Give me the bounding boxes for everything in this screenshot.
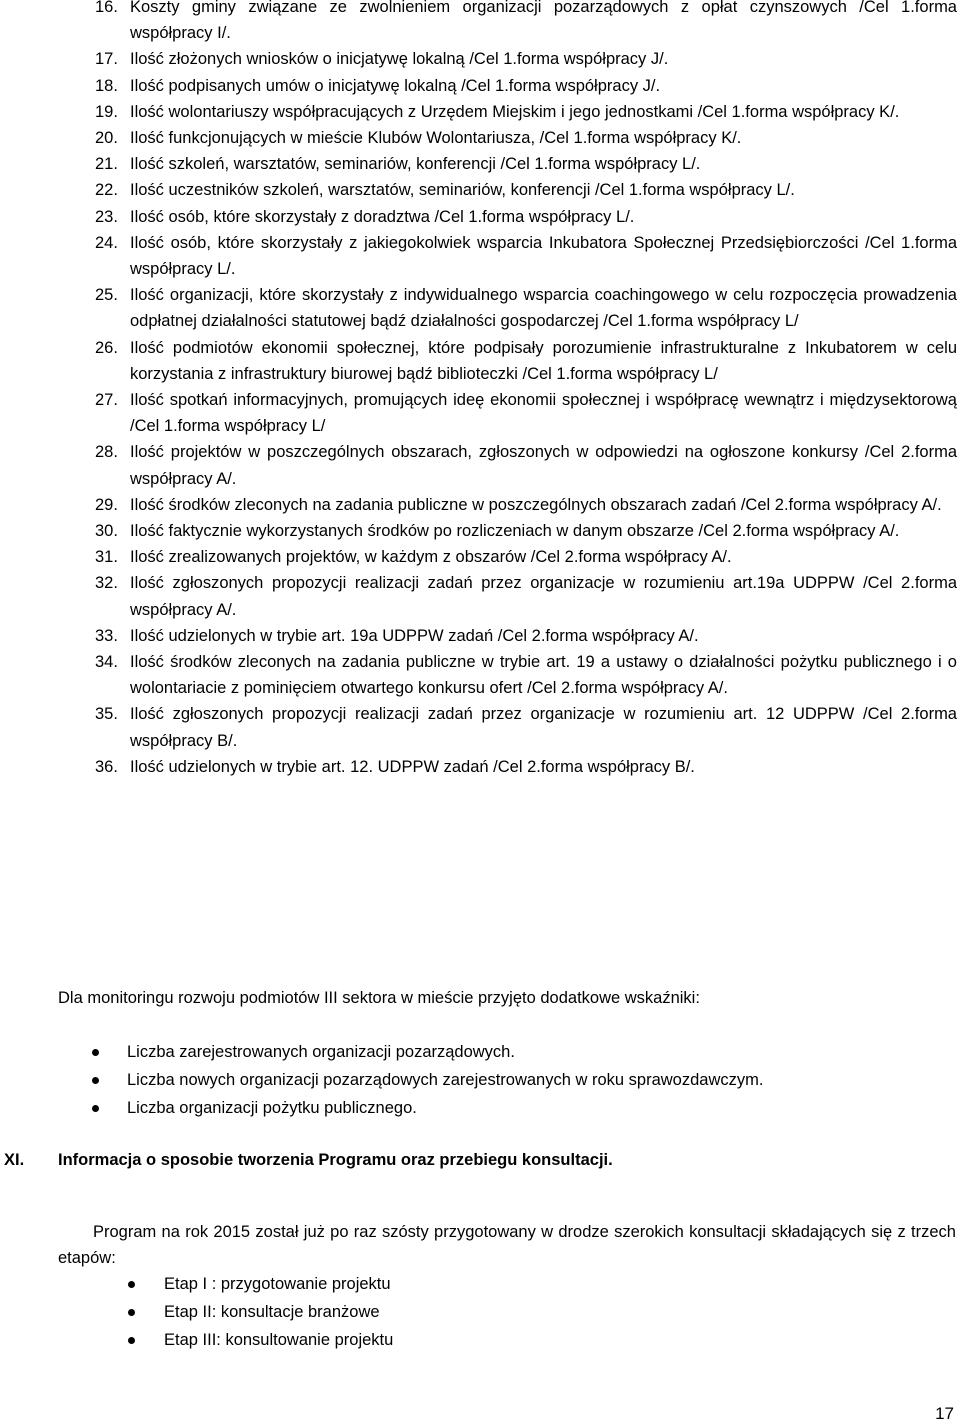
item-number: 20.	[95, 129, 118, 148]
list-item	[95, 387, 957, 439]
item-number: 30.	[95, 522, 118, 541]
item-number: 21.	[95, 155, 118, 174]
list-item	[95, 151, 957, 177]
item-number: 34.	[95, 653, 118, 672]
item-text: Ilość spotkań informacyjnych, promujących ideę ekonomii społecznej i współpracę wewnątrz i międzysektorową /Cel 1.forma współpracy L/	[130, 391, 957, 436]
section-heading	[4, 1148, 904, 1172]
item-text: Ilość uczestników szkoleń, warsztatów, seminariów, konferencji /Cel 1.forma współpracy L/.	[130, 181, 795, 200]
list-item	[95, 492, 957, 518]
bullet-item	[128, 1326, 828, 1354]
item-text: Ilość funkcjonujących w mieście Klubów Wolontariusza, /Cel 1.forma współpracy K/.	[130, 129, 742, 148]
list-item	[95, 73, 957, 99]
list-item	[95, 518, 957, 544]
list-item	[95, 125, 957, 151]
item-number: 27.	[95, 391, 118, 410]
list-item	[95, 439, 957, 491]
stage-bullet-list	[128, 1270, 828, 1354]
list-item	[95, 282, 957, 334]
item-text: Ilość wolontariuszy współpracujących z Urzędem Miejskim i jego jednostkami /Cel 1.forma współpracy K/.	[130, 102, 900, 121]
list-item	[95, 335, 957, 387]
item-text: Ilość środków zleconych na zadania publiczne w poszczególnych obszarach zadań /Cel 2.forma współpracy A/.	[130, 495, 942, 514]
item-text: Ilość projektów w poszczególnych obszarach, zgłoszonych w odpowiedzi na ogłoszone konkursy /Cel 2.forma współpracy A/.	[130, 443, 957, 488]
item-number: 29.	[95, 495, 118, 514]
bullet-text: Liczba organizacji pożytku publicznego.	[127, 1098, 417, 1117]
bullet-icon	[128, 1337, 135, 1344]
bullet-icon	[128, 1281, 135, 1288]
item-number: 26.	[95, 338, 118, 357]
item-number: 22.	[95, 181, 118, 200]
list-item	[95, 46, 957, 72]
bullet-item	[92, 1038, 952, 1066]
item-text: Ilość osób, które skorzystały z jakiegokolwiek wsparcia Inkubatora Społecznej Przedsiębiorczości /Cel 1.forma współpracy L/.	[130, 233, 957, 279]
bullet-icon	[92, 1077, 99, 1084]
item-number: 25.	[95, 286, 118, 305]
monitoring-bullet-list	[92, 1038, 952, 1122]
section-number: XI.	[4, 1151, 25, 1169]
item-text: Ilość zrealizowanych projektów, w każdym z obszarów /Cel 2.forma współpracy A/.	[130, 548, 732, 567]
item-number: 32.	[95, 574, 118, 593]
list-item	[95, 0, 957, 46]
list-item	[95, 230, 957, 282]
item-text: Ilość zgłoszonych propozycji realizacji zadań przez organizacje w rozumieniu art.19a UDPPW /Cel 2.forma współpracy A/.	[130, 574, 957, 619]
item-text: Ilość szkoleń, warsztatów, seminariów, konferencji /Cel 1.forma współpracy L/.	[130, 155, 701, 174]
item-number: 16.	[95, 0, 118, 16]
item-number: 33.	[95, 626, 118, 645]
bullet-text: Liczba nowych organizacji pozarządowych zarejestrowanych w roku sprawozdawczym.	[127, 1070, 764, 1089]
item-number: 19.	[95, 102, 118, 121]
bullet-text: Etap III: konsultowanie projektu	[164, 1330, 394, 1349]
bullet-item	[92, 1094, 952, 1122]
bullet-icon	[92, 1105, 99, 1112]
list-item	[95, 701, 957, 753]
item-text: Koszty gminy związane ze zwolnieniem organizacji pozarządowych z opłat czynszowych /Cel 1.forma współpracy I/.	[130, 0, 957, 43]
list-item	[95, 623, 957, 649]
item-number: 28.	[95, 443, 118, 462]
item-text: Ilość podmiotów ekonomii społecznej, które podpisały porozumienie infrastrukturalne z Inkubatorem w celu korzystania z infrastruktury biurowej bądź biblioteczki /Cel 1.forma współpracy L/	[130, 338, 957, 383]
bullet-icon	[128, 1309, 135, 1316]
item-number: 31.	[95, 548, 118, 567]
item-text: Ilość zgłoszonych propozycji realizacji zadań przez organizacje w rozumieniu art. 12 UDPPW /Cel 2.forma współpracy B/.	[130, 705, 957, 750]
bullet-item	[92, 1066, 952, 1094]
item-text: Ilość osób, które skorzystały z doradztwa /Cel 1.forma współpracy L/.	[130, 207, 635, 226]
bullet-text: Etap I : przygotowanie projektu	[164, 1274, 391, 1293]
bullet-text: Liczba zarejestrowanych organizacji pozarządowych.	[127, 1042, 515, 1061]
bullet-text: Etap II: konsultacje branżowe	[164, 1302, 380, 1321]
list-item	[95, 544, 957, 570]
item-number: 23.	[95, 207, 118, 226]
item-number: 18.	[95, 76, 118, 95]
item-text: Ilość udzielonych w trybie art. 19a UDPPW zadań /Cel 2.forma współpracy A/.	[130, 626, 699, 645]
item-number: 35.	[95, 705, 118, 724]
bullet-item	[128, 1270, 828, 1298]
page-number: 17	[935, 1404, 954, 1423]
item-number: 36.	[95, 757, 118, 776]
item-text: Ilość środków zleconych na zadania publiczne w trybie art. 19 a ustawy o działalności pożytku publicznego i o wolontariacie z pominięciem otwartego konkursu ofert /Cel 2.forma współpracy A/.	[130, 653, 957, 698]
item-text: Ilość udzielonych w trybie art. 12. UDPPW zadań /Cel 2.forma współpracy B/.	[130, 757, 695, 776]
item-text: Ilość organizacji, które skorzystały z indywidualnego wsparcia coachingowego w celu rozpoczęcia prowadzenia odpłatnej działalności statutowej bądź działalności gospodarczej /Cel 1.forma współpracy L/	[130, 286, 957, 331]
section-title: Informacja o sposobie tworzenia Programu oraz przebiegu konsultacji.	[58, 1151, 613, 1169]
monitoring-intro: Dla monitoringu rozwoju podmiotów III sektora w mieście przyjęto dodatkowe wskaźniki:	[58, 989, 700, 1007]
bullet-icon	[92, 1049, 99, 1056]
bullet-item	[128, 1298, 828, 1326]
list-item	[95, 649, 957, 701]
list-item	[95, 204, 957, 230]
item-text: Ilość podpisanych umów o inicjatywę lokalną /Cel 1.forma współpracy J/.	[130, 76, 661, 95]
indicator-list	[95, 0, 957, 780]
list-item	[95, 754, 957, 780]
item-text: Ilość złożonych wniosków o inicjatywę lokalną /Cel 1.forma współpracy J/.	[130, 50, 669, 69]
program-paragraph	[58, 1219, 956, 1271]
list-item	[95, 99, 957, 125]
list-item	[95, 570, 957, 622]
program-paragraph-text: Program na rok 2015 został już po raz szósty przygotowany w drodze szerokich konsultacji składających się z trzech etapów:	[58, 1223, 956, 1267]
item-number: 24.	[95, 233, 118, 252]
list-item	[95, 177, 957, 203]
item-number: 17.	[95, 50, 118, 69]
item-text: Ilość faktycznie wykorzystanych środków po rozliczeniach w danym obszarze /Cel 2.forma współpracy A/.	[130, 522, 900, 541]
